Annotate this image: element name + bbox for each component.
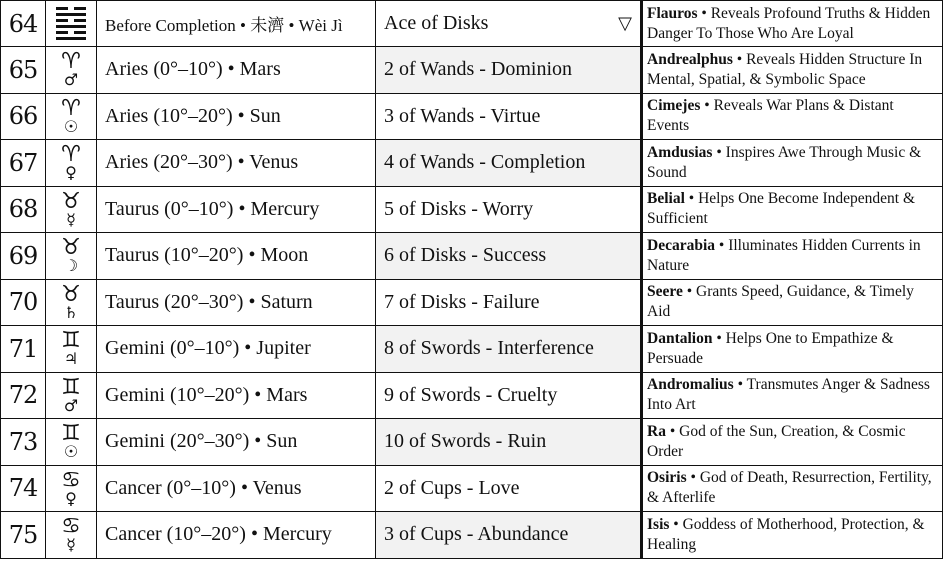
spirit-name: Belial bbox=[647, 190, 685, 208]
tarot-card: 3 of Cups - Abundance bbox=[376, 512, 642, 559]
tarot-card: 2 of Cups - Love bbox=[376, 465, 642, 512]
spirit-description: Andromalius • Transmutes Anger & Sadness Into Art bbox=[642, 372, 943, 419]
spirit-name: Dantalion bbox=[647, 329, 713, 347]
table-row bbox=[1, 1, 943, 47]
spirit-description: Flauros • Reveals Profound Truths & Hidden Danger To Those Who Are Loyal bbox=[642, 1, 943, 47]
tarot-card bbox=[376, 1, 642, 47]
zodiac-sign-icon: ♈ bbox=[61, 95, 81, 121]
zodiac-planet-icon bbox=[46, 47, 97, 94]
sign-decan: Aries (20°–30°) • Venus bbox=[97, 140, 376, 187]
planet-icon: ☿ bbox=[66, 535, 76, 555]
spirit-description: Seere • Grants Speed, Guidance, & Timely Aid bbox=[642, 279, 943, 326]
zodiac-sign-icon: ♋ bbox=[61, 467, 81, 493]
zodiac-sign-icon: ♉ bbox=[61, 281, 81, 307]
spirit-name: Osiris bbox=[647, 469, 687, 487]
table-row bbox=[1, 279, 943, 326]
spirit-name: Cimejes bbox=[647, 97, 701, 115]
spirit-desc: Helps One to Empathize & Persuade bbox=[647, 329, 894, 367]
table-row bbox=[1, 47, 943, 94]
tarot-card: 9 of Swords - Cruelty bbox=[376, 372, 642, 419]
planet-icon: ☽ bbox=[63, 256, 79, 276]
spirit-name: Flauros bbox=[647, 4, 698, 22]
zodiac-sign-icon: ♉ bbox=[61, 188, 81, 214]
planet-icon: ♄ bbox=[63, 302, 79, 322]
planet-icon: ♀ bbox=[65, 488, 77, 508]
zodiac-sign-icon: ♊ bbox=[61, 328, 81, 354]
table-row bbox=[1, 93, 943, 140]
planet-icon: ☉ bbox=[63, 116, 79, 136]
tarot-card-label: Ace of Disks bbox=[384, 12, 489, 34]
spirit-desc: God of the Sun, Creation, & Cosmic Order bbox=[647, 422, 906, 460]
row-number: 72 bbox=[1, 372, 46, 419]
spirit-description: Belial • Helps One Become Independent & Sufficient bbox=[642, 186, 943, 233]
zodiac-sign-icon: ♈ bbox=[61, 142, 81, 168]
spirit-desc: Grants Speed, Guidance, & Timely Aid bbox=[647, 283, 914, 321]
hexagram-icon bbox=[46, 1, 97, 47]
zodiac-planet-icon bbox=[46, 93, 97, 140]
spirit-desc: Illuminates Hidden Currents in Nature bbox=[647, 236, 921, 274]
row-number: 68 bbox=[1, 186, 46, 233]
zodiac-planet-icon bbox=[46, 186, 97, 233]
zodiac-planet-icon bbox=[46, 279, 97, 326]
zodiac-planet-icon bbox=[46, 372, 97, 419]
spirit-name: Ra bbox=[647, 422, 666, 440]
zodiac-planet-icon bbox=[46, 419, 97, 466]
sign-decan: Gemini (0°–10°) • Jupiter bbox=[97, 326, 376, 373]
sign-decan: Aries (10°–20°) • Sun bbox=[97, 93, 376, 140]
spirit-name: Andromalius bbox=[647, 376, 734, 394]
zodiac-planet-icon bbox=[46, 140, 97, 187]
table-row bbox=[1, 186, 943, 233]
row-number: 65 bbox=[1, 47, 46, 94]
table-row bbox=[1, 140, 943, 187]
tarot-card: 5 of Disks - Worry bbox=[376, 186, 642, 233]
zodiac-sign-icon: ♊ bbox=[61, 421, 81, 447]
spirit-name: Decarabia bbox=[647, 236, 716, 254]
spirit-desc: Transmutes Anger & Sadness Into Art bbox=[647, 376, 930, 414]
spirit-description: Andrealphus • Reveals Hidden Structure In Mental, Spatial, & Symbolic Space bbox=[642, 47, 943, 94]
tarot-card: 3 of Wands - Virtue bbox=[376, 93, 642, 140]
spirit-desc: Reveals Profound Truths & Hidden Danger To Those Who Are Loyal bbox=[647, 4, 931, 42]
planet-icon: ☉ bbox=[63, 442, 79, 462]
sign-decan: Taurus (20°–30°) • Saturn bbox=[97, 279, 376, 326]
tarot-card: 6 of Disks - Success bbox=[376, 233, 642, 280]
row-number: 71 bbox=[1, 326, 46, 373]
tarot-card: 4 of Wands - Completion bbox=[376, 140, 642, 187]
sign-decan: Taurus (0°–10°) • Mercury bbox=[97, 186, 376, 233]
spirit-desc: Helps One Become Independent & Sufficient bbox=[647, 190, 916, 228]
spirit-name: Seere bbox=[647, 283, 683, 301]
row-number: 69 bbox=[1, 233, 46, 280]
table-row bbox=[1, 326, 943, 373]
hexagram-name: Before Completion • 未濟 • Wèi Jì bbox=[97, 1, 376, 47]
zodiac-sign-icon: ♊ bbox=[61, 374, 81, 400]
sign-decan: Gemini (10°–20°) • Mars bbox=[97, 372, 376, 419]
zodiac-planet-icon bbox=[46, 512, 97, 559]
table-row bbox=[1, 419, 943, 466]
spirit-desc: God of Death, Resurrection, Fertility, & Afterlife bbox=[647, 469, 932, 507]
sign-decan: Cancer (0°–10°) • Venus bbox=[97, 465, 376, 512]
spirit-desc: Goddess of Motherhood, Protection, & Healing bbox=[647, 515, 925, 553]
spirit-desc: Reveals War Plans & Distant Events bbox=[647, 97, 894, 135]
sign-decan: Taurus (10°–20°) • Moon bbox=[97, 233, 376, 280]
spirit-name: Isis bbox=[647, 515, 670, 533]
table-row bbox=[1, 233, 943, 280]
tarot-card: 2 of Wands - Dominion bbox=[376, 47, 642, 94]
sign-decan: Cancer (10°–20°) • Mercury bbox=[97, 512, 376, 559]
spirit-description: Osiris • God of Death, Resurrection, Fertility, & Afterlife bbox=[642, 465, 943, 512]
planet-icon: ♃ bbox=[63, 349, 79, 369]
zodiac-sign-icon: ♋ bbox=[61, 514, 81, 540]
triangle-down-icon: ▽ bbox=[618, 13, 632, 34]
table-row bbox=[1, 372, 943, 419]
row-number: 64 bbox=[1, 1, 46, 47]
planet-icon: ♂ bbox=[63, 395, 79, 415]
spirit-name: Andrealphus bbox=[647, 50, 733, 68]
sign-decan: Gemini (20°–30°) • Sun bbox=[97, 419, 376, 466]
spirit-desc: Reveals Hidden Structure In Mental, Spatial, & Symbolic Space bbox=[647, 50, 923, 88]
zodiac-planet-icon bbox=[46, 326, 97, 373]
row-number: 74 bbox=[1, 465, 46, 512]
table-row bbox=[1, 512, 943, 559]
spirit-desc: Inspires Awe Through Music & Sound bbox=[647, 143, 922, 181]
planet-icon: ☿ bbox=[66, 209, 76, 229]
zodiac-sign-icon: ♈ bbox=[61, 49, 81, 75]
spirit-description: Decarabia • Illuminates Hidden Currents in Nature bbox=[642, 233, 943, 280]
spirit-description: Isis • Goddess of Motherhood, Protection, & Healing bbox=[642, 512, 943, 559]
tarot-card: 7 of Disks - Failure bbox=[376, 279, 642, 326]
zodiac-planet-icon bbox=[46, 233, 97, 280]
row-number: 67 bbox=[1, 140, 46, 187]
sign-decan: Aries (0°–10°) • Mars bbox=[97, 47, 376, 94]
planet-icon: ♂ bbox=[63, 70, 79, 90]
tarot-card: 8 of Swords - Interference bbox=[376, 326, 642, 373]
spirit-description: Dantalion • Helps One to Empathize & Persuade bbox=[642, 326, 943, 373]
row-number: 73 bbox=[1, 419, 46, 466]
spirit-description: Ra • God of the Sun, Creation, & Cosmic Order bbox=[642, 419, 943, 466]
spirit-name: Amdusias bbox=[647, 143, 713, 161]
table-row bbox=[1, 465, 943, 512]
zodiac-planet-icon bbox=[46, 465, 97, 512]
planet-icon: ♀ bbox=[65, 163, 77, 183]
row-number: 75 bbox=[1, 512, 46, 559]
spirit-description: Amdusias • Inspires Awe Through Music & Sound bbox=[642, 140, 943, 187]
spirit-description: Cimejes • Reveals War Plans & Distant Events bbox=[642, 93, 943, 140]
tarot-card: 10 of Swords - Ruin bbox=[376, 419, 642, 466]
row-number: 66 bbox=[1, 93, 46, 140]
row-number: 70 bbox=[1, 279, 46, 326]
zodiac-sign-icon: ♉ bbox=[61, 235, 81, 261]
